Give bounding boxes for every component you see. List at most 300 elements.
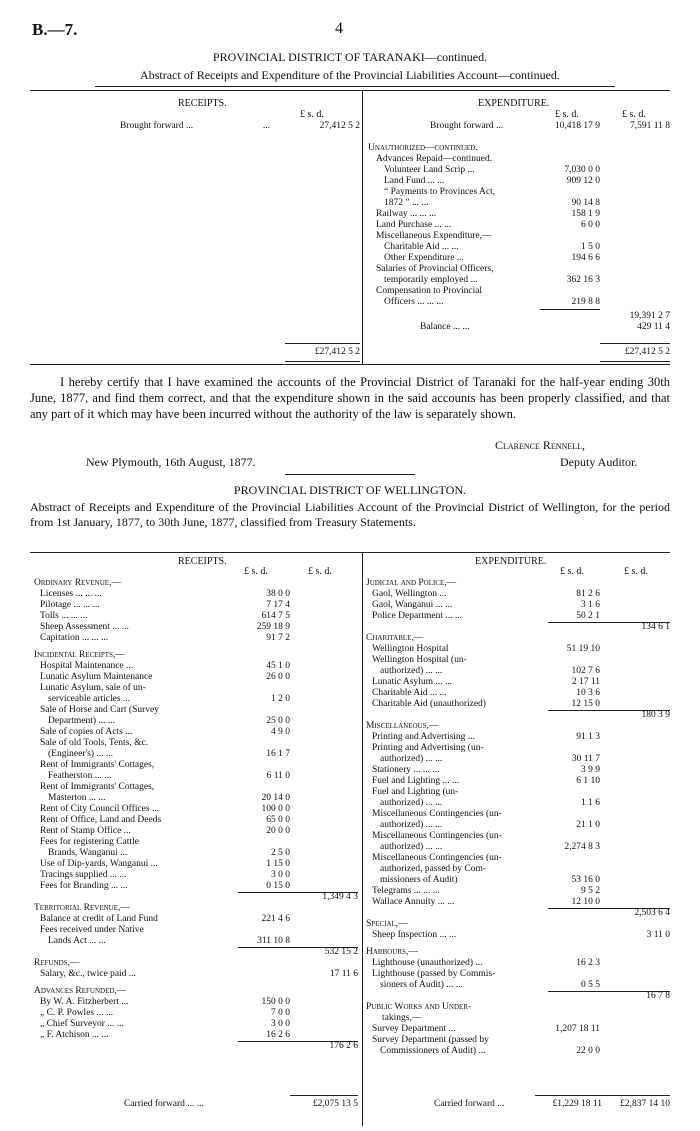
taranaki-subtotal	[600, 311, 670, 322]
wellington-receipt-row	[34, 848, 358, 859]
line-item-label: authorized, passed by Com-	[380, 864, 487, 874]
taranaki-item-row	[376, 231, 600, 242]
wellington-expenditure-row	[366, 787, 670, 798]
section-total: 532 15 2	[324, 947, 358, 957]
wellington-expenditure-row	[366, 991, 670, 1002]
line-item-amount: 3 0 0	[271, 1019, 290, 1029]
taranaki-item-row	[384, 187, 600, 198]
line-item-label: authorized) ... ...	[380, 666, 443, 676]
wellington-expenditure-row	[366, 622, 670, 633]
wellington-exp-col-header-detail: £ s. d.	[560, 566, 584, 577]
taranaki-exp-money-header-1: £ s. d.	[555, 109, 579, 120]
line-item-amount: 1 1 6	[581, 798, 600, 808]
line-item-amount: 16 2 3	[576, 958, 600, 968]
line-item-label: Fuel and Lighting (un-	[372, 787, 459, 797]
line-item-label: authorized) ... ...	[380, 798, 443, 808]
wellington-expenditure-row	[366, 886, 670, 897]
wellington-receipt-row	[34, 1019, 358, 1030]
line-item-label: Salary, &c., twice paid ...	[40, 969, 136, 979]
line-item-label: Tolls ... ... ...	[40, 611, 88, 621]
section-heading: Ordinary Revenue,—	[34, 578, 121, 588]
taranaki-item-label: Salaries of Provincial Officers,	[376, 264, 494, 274]
wellington-expenditure-row	[366, 864, 670, 875]
taranaki-item-row	[376, 209, 600, 220]
line-item-amount: 150 0 0	[261, 997, 290, 1007]
taranaki-item-row	[376, 264, 600, 275]
wellington-exp-carried-amount2: £2,837 14 10	[620, 1099, 670, 1109]
wellington-receipt-row	[34, 633, 358, 644]
line-item-label: Sale of Horse and Cart (Survey	[40, 705, 159, 715]
taranaki-receipts-brought-label: Brought forward ...	[120, 121, 194, 131]
line-item-amount: 100 0 0	[261, 804, 290, 814]
section-heading: Public Works and Under-	[366, 1002, 472, 1012]
wellington-receipt-row	[34, 622, 358, 633]
wellington-receipt-row	[34, 705, 358, 716]
wellington-expenditure-row	[366, 947, 670, 958]
line-item-amount: 21 1 0	[576, 820, 600, 830]
wellington-receipt-row	[34, 1008, 358, 1019]
wellington-subtitle: Abstract of Receipts and Expenditure of the Provincial Liabilities Account of the Provincial District of Wellington, for the period from 1st January, 1877, to 30th June, 1877, classified from Treasury Statements.	[30, 500, 670, 529]
line-item-amount: 91 7 2	[266, 633, 290, 643]
section-heading: Judicial and Police,—	[366, 578, 457, 588]
line-item-label: Charitable Aid ... ...	[372, 688, 447, 698]
line-item-label: (Engineer's) ... ...	[48, 749, 114, 759]
document-code: B.—7.	[32, 20, 78, 39]
line-item-label: Use of Dip-yards, Wanganui ...	[40, 859, 158, 869]
wellington-receipt-row	[34, 958, 358, 969]
taranaki-certificate: I hereby certify that I have examined the accounts of the Provincial District of Taranaki for the half-year ending 30th June, 1877, and find them correct, and that the expenditure shown in the said accounts has been properly classified, and that any part of it which may have been incurred without the authority of the law is separately shown.	[30, 375, 670, 421]
section-total: 16 7 8	[646, 991, 670, 1001]
wellington-receipt-row	[34, 914, 358, 925]
line-item-amount: 3 1 6	[581, 600, 600, 610]
taranaki-item-label: Volunteer Land Scrip ...	[384, 165, 475, 175]
line-item-label: Wellington Hospital (un-	[372, 655, 467, 665]
line-item-amount: 7 17 4	[266, 600, 290, 610]
wellington-receipts-col-header-total: £ s. d.	[308, 566, 332, 577]
taranaki-item-label: Charitable Aid ... ...	[384, 242, 459, 252]
wellington-expenditure-row	[366, 897, 670, 908]
line-item-label: authorized) ... ...	[380, 820, 443, 830]
line-item-label: Charitable Aid (unauthorized)	[372, 699, 486, 709]
taranaki-receipts-heading: RECEIPTS.	[178, 98, 227, 109]
taranaki-item-amount: 90 14 8	[571, 198, 600, 208]
taranaki-signatory-title: Deputy Auditor.	[560, 455, 638, 469]
wellington-receipt-row	[34, 782, 358, 793]
wellington-receipt-row	[34, 760, 358, 771]
wellington-expenditure-row	[366, 831, 670, 842]
taranaki-receipts-brought-amount: 27,412 5 2	[319, 121, 360, 131]
taranaki-item-amount: 1 5 0	[581, 242, 600, 252]
line-item-amount: 12 15 0	[571, 699, 600, 709]
taranaki-exp-brought-forward	[366, 121, 670, 132]
wellington-exp-col-header-total: £ s. d.	[624, 566, 648, 577]
line-item-label: Rent of Immigrants' Cottages,	[40, 760, 155, 770]
wellington-receipt-row	[34, 738, 358, 749]
line-item-label: Department) ... ...	[48, 716, 116, 726]
line-item-label: Miscellaneous Contingencies (un-	[372, 809, 502, 819]
line-item-amount: 4 9 0	[271, 727, 290, 737]
wellington-receipt-row	[34, 936, 358, 947]
line-item-amount: 50 2 1	[576, 611, 600, 621]
line-item-label: Sale of copies of Acts ...	[40, 727, 133, 737]
line-item-label: Wellington Hospital	[372, 644, 449, 654]
line-item-amount: 102 7 6	[571, 666, 600, 676]
taranaki-item-row	[376, 220, 600, 231]
wellington-expenditure-row	[366, 754, 670, 765]
wellington-receipt-row	[34, 837, 358, 848]
taranaki-item-row	[384, 198, 600, 209]
line-item-amount: 45 1 0	[266, 661, 290, 671]
section-heading: takings,—	[382, 1013, 422, 1023]
line-item-label: Wallace Annuity ... ...	[372, 897, 455, 907]
wellington-receipt-row	[34, 578, 358, 589]
wellington-receipts-col-header-detail: £ s. d.	[244, 566, 268, 577]
line-item-amount: 2 17 11	[571, 677, 600, 687]
taranaki-item-label: Miscellaneous Expenditure,—	[376, 231, 492, 241]
line-item-amount: 0 15 0	[266, 881, 290, 891]
taranaki-item-amount: 194 6 6	[571, 253, 600, 263]
wellington-receipt-row	[34, 903, 358, 914]
wellington-expenditure-row	[366, 809, 670, 820]
wellington-exp-carried-label: Carried forward ...	[434, 1099, 505, 1109]
line-item-amount: 12 10 0	[571, 897, 600, 907]
line-item-label: Gaol, Wanganui ... ...	[372, 600, 453, 610]
taranaki-receipts-brought-dots: ...	[262, 121, 270, 131]
line-item-amount: 51 19 10	[566, 644, 600, 654]
taranaki-item-row	[384, 297, 600, 308]
section-heading: Incidental Receipts,—	[34, 650, 125, 660]
line-item-label: authorized) ... ...	[380, 842, 443, 852]
wellington-receipt-row	[34, 589, 358, 600]
wellington-expenditure-row	[366, 600, 670, 611]
wellington-receipt-row	[34, 881, 358, 892]
line-item-amount: 81 2 6	[576, 589, 600, 599]
line-item-amount: 22 0 0	[576, 1046, 600, 1056]
taranaki-item-amount: 7,030 0 0	[564, 165, 600, 175]
taranaki-item-label: Land Purchase ... ...	[376, 220, 452, 230]
wellington-expenditure-row	[366, 578, 670, 589]
line-item-label: Lighthouse (unauthorized) ...	[372, 958, 483, 968]
taranaki-item-row	[376, 286, 600, 297]
wellington-expenditure-row	[366, 798, 670, 809]
line-item-label: Miscellaneous Contingencies (un-	[372, 853, 502, 863]
wellington-expenditure-row	[366, 1046, 670, 1057]
taranaki-item-row	[384, 176, 600, 187]
line-item-amount: 9 5 2	[581, 886, 600, 896]
wellington-receipt-row	[34, 600, 358, 611]
line-item-label: Brands, Wanganui ...	[48, 848, 128, 858]
line-item-amount: 1 15 0	[266, 859, 290, 869]
wellington-expenditure-row	[366, 969, 670, 980]
line-item-label: sioners of Audit) ... ...	[380, 980, 463, 990]
wellington-receipts-carried-forward	[34, 1099, 360, 1110]
section-heading: Advances Refunded,—	[34, 986, 127, 996]
line-item-label: Survey Department (passed by	[372, 1035, 489, 1045]
wellington-expenditure-row	[366, 853, 670, 864]
taranaki-item-amount: 909 12 0	[566, 176, 600, 186]
line-item-label: Lunatic Asylum, sale of un-	[40, 683, 146, 693]
taranaki-item-label: 1872 ” ... ...	[384, 198, 429, 208]
taranaki-item-label: Other Expenditure ...	[384, 253, 464, 263]
section-heading: Charitable,—	[366, 633, 424, 643]
line-item-amount: 6 1 10	[576, 776, 600, 786]
wellington-receipt-row	[34, 947, 358, 958]
line-item-amount: 16 1 7	[266, 749, 290, 759]
taranaki-item-amount: 6 0 0	[581, 220, 600, 230]
wellington-receipt-row	[34, 683, 358, 694]
wellington-title: PROVINCIAL DISTRICT OF WELLINGTON.	[233, 483, 467, 497]
line-item-amount: 91 1 3	[576, 732, 600, 742]
line-item-amount: 2,274 8 3	[564, 842, 600, 852]
line-item-total: 17 11 6	[329, 969, 358, 979]
wellington-expenditure-row	[366, 1035, 670, 1046]
wellington-expenditure-heading: EXPENDITURE.	[475, 556, 547, 567]
wellington-receipt-row	[34, 771, 358, 782]
section-total: 134 6 1	[641, 622, 670, 632]
taranaki-item-label: Compensation to Provincial	[376, 286, 483, 296]
line-item-label: Survey Department ...	[372, 1024, 456, 1034]
line-item-amount: 53 16 0	[571, 875, 600, 885]
wellington-receipt-row	[34, 859, 358, 870]
taranaki-expenditure-heading: EXPENDITURE.	[478, 98, 550, 109]
wellington-expenditure-row	[366, 633, 670, 644]
wellington-expenditure-row	[366, 776, 670, 787]
line-item-amount: 20 14 0	[261, 793, 290, 803]
line-item-label: Tracings supplied ... ...	[40, 870, 127, 880]
wellington-expenditure-row	[366, 1002, 670, 1013]
wellington-expenditure-row	[366, 732, 670, 743]
wellington-receipt-row	[34, 694, 358, 705]
taranaki-exp-brought-amount1: 10,418 17 9	[554, 121, 600, 131]
line-item-label: Fees for registering Cattle	[40, 837, 139, 847]
line-item-label: Rent of City Council Offices ...	[40, 804, 160, 814]
line-item-label: Rent of Stamp Office ...	[40, 826, 131, 836]
taranaki-exp-brought-amount2: 7,591 11 8	[629, 121, 670, 131]
line-item-label: Licenses ... ... ...	[40, 589, 102, 599]
line-item-label: Rent of Office, Land and Deeds	[40, 815, 162, 825]
taranaki-item-label: temporarily employed ...	[384, 275, 478, 285]
wellington-receipt-row	[34, 749, 358, 760]
taranaki-item-label: Land Fund ... ...	[384, 176, 445, 186]
line-item-total: 3 11 0	[646, 930, 670, 940]
line-item-label: Lunatic Asylum Maintenance	[40, 672, 153, 682]
wellington-receipt-row	[34, 826, 358, 837]
line-item-amount: 20 0 0	[266, 826, 290, 836]
wellington-exp-carried-forward	[366, 1099, 670, 1110]
section-heading: Miscellaneous,—	[366, 721, 439, 731]
line-item-label: Sheep Assessment ... ...	[40, 622, 129, 632]
wellington-receipt-row	[34, 892, 358, 903]
section-heading: Harbours,—	[366, 947, 418, 957]
page-number: 4	[335, 20, 343, 37]
taranaki-balance-amount: 429 11 4	[637, 322, 670, 332]
taranaki-item-row	[384, 165, 600, 176]
wellington-receipts-heading: RECEIPTS.	[178, 556, 227, 567]
line-item-amount: 65 0 0	[266, 815, 290, 825]
line-item-amount: 10 3 6	[576, 688, 600, 698]
wellington-expenditure-row	[366, 765, 670, 776]
line-item-label: Printing and Advertising (un-	[372, 743, 484, 753]
wellington-expenditure-row	[366, 820, 670, 831]
wellington-receipt-row	[34, 611, 358, 622]
wellington-expenditure-row	[366, 743, 670, 754]
line-item-amount: 311 10 8	[257, 936, 290, 946]
taranaki-item-row	[384, 253, 600, 264]
line-item-amount: 2 5 0	[271, 848, 290, 858]
line-item-amount: 1 2 0	[271, 694, 290, 704]
line-item-label: Pilotage ... ... ...	[40, 600, 100, 610]
wellington-expenditure-row	[366, 842, 670, 853]
taranaki-signatory: Clarence Rennell,	[495, 438, 585, 452]
wellington-expenditure-row	[366, 930, 670, 941]
wellington-expenditure-row	[366, 699, 670, 710]
line-item-label: Stationery ... ... ...	[372, 765, 440, 775]
wellington-expenditure-row	[366, 644, 670, 655]
wellington-expenditure-row	[366, 655, 670, 666]
wellington-receipts-carried-label: Carried forward ... ...	[124, 1099, 204, 1109]
taranaki-receipts-brought-forward	[120, 121, 360, 132]
line-item-label: Lands Act ... ...	[48, 936, 106, 946]
wellington-receipt-row	[34, 804, 358, 815]
taranaki-exp-brought-label: Brought forward ...	[430, 121, 504, 131]
wellington-expenditure-row	[366, 1024, 670, 1035]
taranaki-receipts-money-header: £ s. d.	[300, 109, 324, 120]
line-item-amount: 7 0 0	[271, 1008, 290, 1018]
line-item-label: Featherston ... ...	[48, 771, 112, 781]
taranaki-balance-label: Balance ... ...	[420, 322, 470, 332]
wellington-receipt-row	[34, 815, 358, 826]
taranaki-item-label: “ Payments to Provinces Act,	[384, 187, 496, 197]
line-item-amount: 614 7 5	[261, 611, 290, 621]
line-item-label: Fuel and Lighting ... ...	[372, 776, 460, 786]
wellington-receipt-row	[34, 672, 358, 683]
taranaki-subtitle: Abstract of Receipts and Expenditure of the Provincial Liabilities Account—continued.	[140, 68, 560, 82]
line-item-amount: 0 5 5	[581, 980, 600, 990]
wellington-expenditure-row	[366, 958, 670, 969]
line-item-amount: 30 11 7	[571, 754, 600, 764]
taranaki-item-row	[384, 275, 600, 286]
line-item-amount: 38 0 0	[266, 589, 290, 599]
taranaki-total-receipts-amount: £27,412 5 2	[314, 347, 360, 357]
line-item-amount: 16 2 6	[266, 1030, 290, 1040]
wellington-receipt-row	[34, 969, 358, 980]
wellington-expenditure-row	[366, 611, 670, 622]
line-item-label: Police Department ... ...	[372, 611, 462, 621]
taranaki-item-label: Officers ... ... ...	[384, 297, 444, 307]
line-item-label: serviceable articles ...	[48, 694, 131, 704]
line-item-label: Capitation ... ... ...	[40, 633, 109, 643]
wellington-expenditure-row	[366, 721, 670, 732]
taranaki-item-row	[384, 242, 600, 253]
line-item-label: Sale of old Tools, Tents, &c.	[40, 738, 149, 748]
line-item-label: Lunatic Asylum ... ...	[372, 677, 452, 687]
line-item-amount: 6 11 0	[266, 771, 290, 781]
line-item-label: Lighthouse (passed by Commis-	[372, 969, 496, 979]
section-total: 176 2 6	[329, 1041, 358, 1051]
line-item-label: Telegrams ... ... ...	[372, 886, 440, 896]
wellington-receipt-row	[34, 870, 358, 881]
section-heading: Special,—	[366, 919, 408, 929]
line-item-amount: 221 4 6	[261, 914, 290, 924]
line-item-amount: 26 0 0	[266, 672, 290, 682]
taranaki-item-label: Railway ... ... ...	[376, 209, 437, 219]
line-item-label: Fees for Branding ... ...	[40, 881, 128, 891]
wellington-receipt-row	[34, 661, 358, 672]
line-item-label: „ C. P. Powles ... ...	[40, 1008, 114, 1018]
line-item-label: Rent of Immigrants' Cottages,	[40, 782, 155, 792]
taranaki-subtotal-amount: 19,391 2 7	[629, 311, 670, 321]
wellington-expenditure-row	[366, 875, 670, 886]
wellington-receipts-carried-amount: £2,075 13 5	[312, 1099, 358, 1109]
wellington-exp-carried-amount1: £1,229 18 11	[552, 1099, 602, 1109]
line-item-amount: 3 9 9	[581, 765, 600, 775]
wellington-expenditure-row	[366, 589, 670, 600]
wellington-expenditure-row	[366, 710, 670, 721]
section-heading: Territorial Revenue,—	[34, 903, 130, 913]
taranaki-exp-money-header-2: £ s. d.	[622, 109, 646, 120]
wellington-receipt-row	[34, 1030, 358, 1041]
section-total: 2,503 6 4	[634, 908, 670, 918]
wellington-receipt-row	[34, 650, 358, 661]
line-item-label: Fees received under Native	[40, 925, 144, 935]
wellington-receipt-row	[34, 986, 358, 997]
line-item-label: Masterton ... ...	[48, 793, 106, 803]
line-item-label: By W. A. Fitzherbert ...	[40, 997, 129, 1007]
line-item-label: Printing and Advertising ...	[372, 732, 475, 742]
line-item-amount: 1,207 18 11	[555, 1024, 600, 1034]
taranaki-place-date: New Plymouth, 16th August, 1877.	[86, 455, 256, 469]
section-heading: Refunds,—	[34, 958, 80, 968]
line-item-label: missioners of Audit)	[380, 875, 458, 885]
line-item-amount: 3 0 0	[271, 870, 290, 880]
taranaki-total-receipts	[280, 347, 360, 358]
taranaki-unauthorized-heading-text: Unauthorized—continued.	[368, 143, 478, 153]
taranaki-total-expenditure-amount: £27,412 5 2	[624, 347, 670, 357]
wellington-expenditure-row	[366, 980, 670, 991]
line-item-label: Balance at credit of Land Fund	[40, 914, 158, 924]
line-item-amount: 259 18 9	[256, 622, 290, 632]
taranaki-item-amount: 158 1 9	[571, 209, 600, 219]
line-item-label: Hospital Maintenance ...	[40, 661, 134, 671]
section-total: 1,349 4 3	[322, 892, 358, 902]
section-total: 180 3 9	[641, 710, 670, 720]
wellington-expenditure-row	[366, 677, 670, 688]
wellington-receipt-row	[34, 925, 358, 936]
wellington-expenditure-row	[366, 688, 670, 699]
taranaki-balance	[420, 322, 670, 333]
wellington-receipt-row	[34, 793, 358, 804]
line-item-label: Commissioners of Audit) ...	[380, 1046, 486, 1056]
wellington-expenditure-row	[366, 919, 670, 930]
wellington-receipt-row	[34, 997, 358, 1008]
wellington-receipt-row	[34, 716, 358, 727]
wellington-expenditure-row	[366, 666, 670, 677]
line-item-label: Sheep Inspection ... ...	[372, 930, 457, 940]
line-item-label: Gaol, Wellington ...	[372, 589, 447, 599]
line-item-label: authorized) ... ...	[380, 754, 443, 764]
wellington-receipt-row	[34, 1041, 358, 1052]
line-item-label: „ Chief Surveyor ... ...	[40, 1019, 124, 1029]
line-item-label: „ F. Atchison ... ...	[40, 1030, 109, 1040]
wellington-expenditure-row	[366, 908, 670, 919]
wellington-expenditure-row	[366, 1013, 670, 1024]
taranaki-item-amount: 362 16 3	[566, 275, 600, 285]
taranaki-title: PROVINCIAL DISTRICT OF TARANAKI—continued.	[212, 50, 488, 64]
line-item-amount: 25 0 0	[266, 716, 290, 726]
taranaki-total-expenditure	[590, 347, 670, 358]
taranaki-item-amount: 219 8 8	[571, 297, 600, 307]
taranaki-advances-heading-text: Advances Repaid—continued.	[376, 154, 493, 164]
